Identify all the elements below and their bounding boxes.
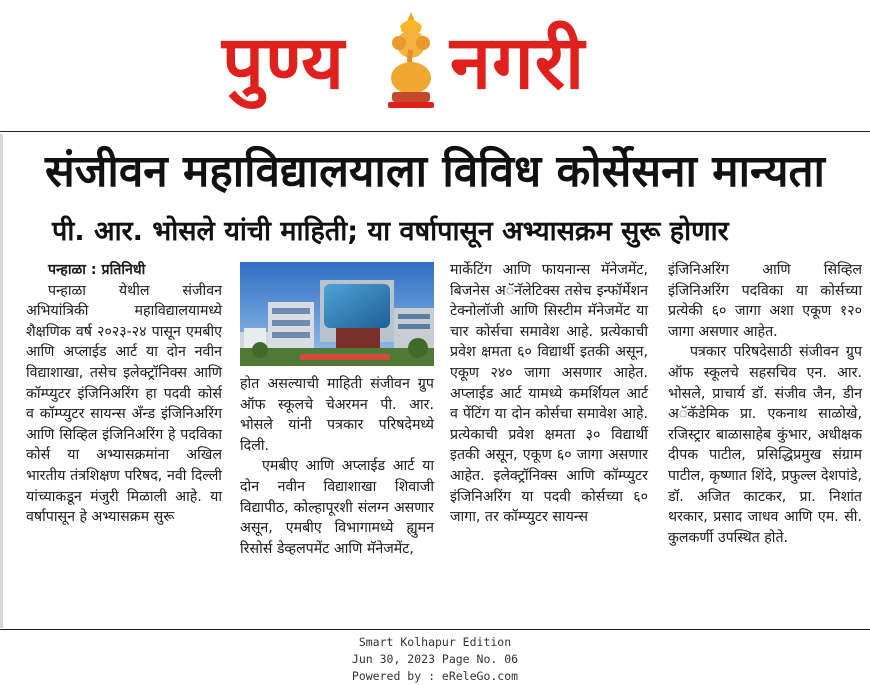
article-paragraph: पत्रकार परिषदेसाठी संजीवन ग्रुप ऑफ स्कूलचे सहसचिव एन. आर. भोसले, प्राचार्य डॉ. संजीव जैन, डीन अॅकॅडेमिक प्रा. एकनाथ साळोखे, रजिस्ट्रार बाळासाहेब कुंभार, अधीक्षक दीपक पाटील, प्रसिद्धिप्रमुख संग्राम पाटील, कृष्णात शिंदे, प्रफुल्ल देशपांडे, डॉ. अजित काटकर, प्रा. निशांत थरकार, प्रसाद जाधव आणि एम. सी. कुलकर्णी उपस्थित होते. <box>668 344 862 546</box>
article-subheadline: पी. आर. भोसले यांची माहिती; या वर्षापासून अभ्यासक्रम सुरू होणार <box>52 216 729 247</box>
masthead-title-left: पुण्य <box>222 20 346 106</box>
article-paragraph: एमबीए आणि अप्लाईड आर्ट या दोन नवीन विद्याशाखा शिवाजी विद्यापीठ, कोल्हापूरशी संलग्न असणार असून, एमबीए विभागामध्ये ह्युमन रिसोर्स डेव्हलपमेंट आणि मॅनेजमेंट, <box>240 458 434 557</box>
article-column-4 <box>668 260 862 548</box>
masthead <box>0 0 870 130</box>
footer-powered-by: Powered by : eReleGo.com <box>351 669 519 683</box>
ganesha-logo-icon <box>380 10 442 110</box>
college-building-photo <box>240 262 434 366</box>
article-column-2 <box>240 374 434 559</box>
bottom-divider <box>0 629 870 630</box>
article-column-1 <box>26 260 222 528</box>
page-edge <box>0 134 3 628</box>
top-divider <box>0 131 870 132</box>
article-paragraph: होत असल्याची माहिती संजीवन ग्रुप ऑफ स्कूलचे चेअरमन पी. आर. भोसले यांनी पत्रकार परिषदेमध्ये दिली. <box>240 376 434 454</box>
article-column-3 <box>450 260 648 528</box>
article-paragraph: इंजिनिअरिंग आणि सिव्हिल इंजिनिअरिंग पदविका या कोर्सच्या प्रत्येकी ६० जागा अशा एकूण १२० जागा असणार आहेत. <box>668 262 862 340</box>
article-paragraph: मार्केटिंग आणि फायनान्स मॅनेजमेंट, बिजनेस अॅनॅलेटिक्स तसेच इन्फॉर्मेशन टेक्नोलॉजी आणि सिस्टीम मॅनेजमेंट या चार कोर्सचा समावेश आहे. प्रत्येकाची प्रवेश क्षमता ६० विद्यार्थी इतकी असून, एकूण २४० जागा असणार आहेत. अप्लाईड आर्ट यामध्ये कमर्शियल आर्ट व पेंटिंग या दोन कोर्सचा समावेश आहे. प्रत्येकाची प्रवेश क्षमता ३० विद्यार्थी इतकी असून, एकूण ६० जागा असणार आहेत. इलेक्ट्रॉनिक्स आणि कॉम्प्युटर इंजिनिअरिंग या पदवी कोर्सच्या ६० जागा, तर कॉम्प्युटर सायन्स <box>450 262 648 526</box>
article-headline: संजीवन महाविद्यालयाला विविध कोर्सेसना मान्यता <box>45 146 825 197</box>
masthead-title-right: नगरी <box>450 20 586 106</box>
footer-date-page: Jun 30, 2023 Page No. 06 <box>351 652 519 666</box>
page-footer <box>0 634 870 685</box>
footer-edition: Smart Kolhapur Edition <box>358 635 512 649</box>
article-paragraph: पन्हाळा येथील संजीवन अभियांत्रिकी महाविद्यालयामध्ये शैक्षणिक वर्ष २०२३-२४ पासून एमबीए आणि अप्लाईड आर्ट या दोन नवीन विद्याशाखा, तसेच इलेक्ट्रॉनिक्स आणि कॉम्प्युटर इंजिनिअरिंग हा पदवी कोर्स व कॉम्प्युटर सायन्स अँन्ड इंजिनिअरिंग आणि सिव्हिल इंजिनिअरिंग हे पदविका कोर्स या अभ्यासक्रमांना अखिल भारतीय तंत्रशिक्षण परिषद, नवी दिल्ली यांच्याकडून मंजुरी मिळाली आहे. या वर्षापासून हे अभ्यासक्रम सुरू <box>26 282 222 526</box>
article-byline: पन्हाळा : प्रतिनिधी <box>48 262 146 278</box>
